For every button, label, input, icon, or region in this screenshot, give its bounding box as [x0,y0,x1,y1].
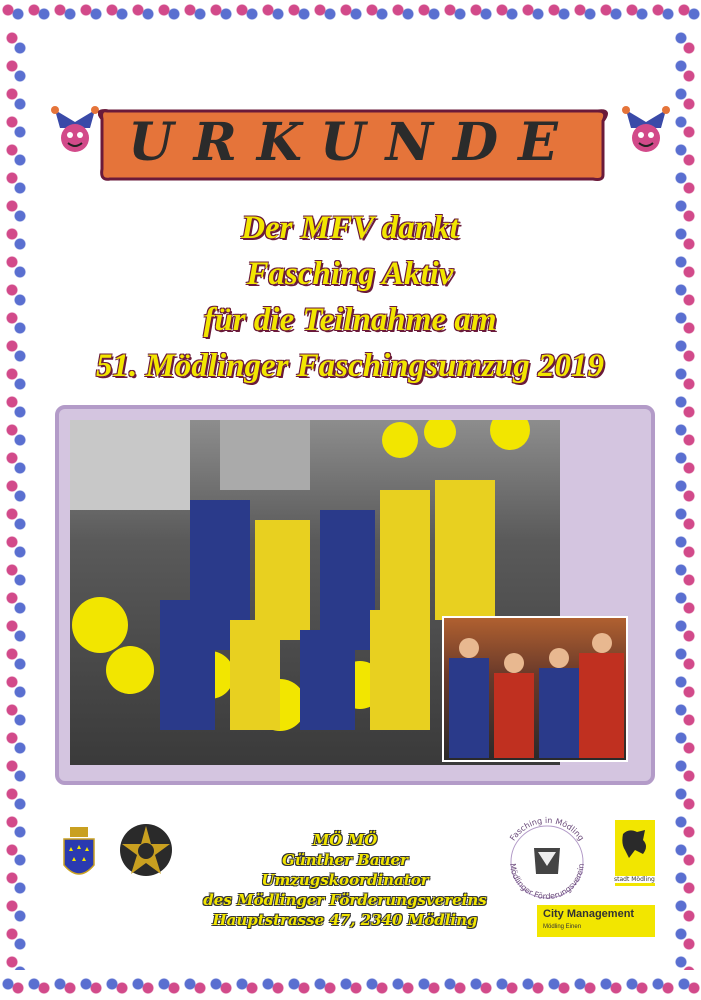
stadt-moedling-panther-icon [615,820,655,876]
city-management-sub: Mödling Einen [543,924,582,930]
jester-face-icon [621,100,671,160]
city-management-logo [537,905,655,937]
thanks-line-1: Der MFV dankt [241,210,459,246]
thanks-heading [60,205,640,389]
jester-face-icon [50,100,100,160]
credits-line-5: Hauptstrasse 47, 2340 Mödling [212,911,478,929]
credits-line-4: des Mödlinger Förderungsvereins [203,891,487,909]
balloon-border-top [0,0,701,30]
thanks-line-4: 51. Mödlinger Faschingsumzug 2019 [96,348,604,384]
thanks-line-2: Fasching Aktiv [246,256,454,292]
fasching-text-bottom: Mödlinger Förderungsverein [507,862,587,902]
signature-block [190,830,500,930]
banner-title: URKUNDE [128,112,578,173]
credits-line-1: MÖ MÖ [312,831,378,849]
inset-photo [442,616,628,762]
thanks-line-3: für die Teilnahme am [203,302,497,338]
star-badge-icon [118,822,174,878]
balloon-border-right [665,30,701,970]
fasching-moedling-logo [498,810,596,908]
lower-austria-crest-icon [62,825,96,883]
credits-line-3: Umzugskoordinator [261,871,429,889]
balloon-border-bottom [0,970,701,1000]
city-management-title: City Management [543,908,635,920]
stadt-moedling-label: stadt Mödling [614,876,655,883]
balloon-border-left [0,30,36,970]
fasching-text-top: Fasching in Mödling [508,815,586,843]
credits-line-2: Günther Bauer [282,851,408,869]
